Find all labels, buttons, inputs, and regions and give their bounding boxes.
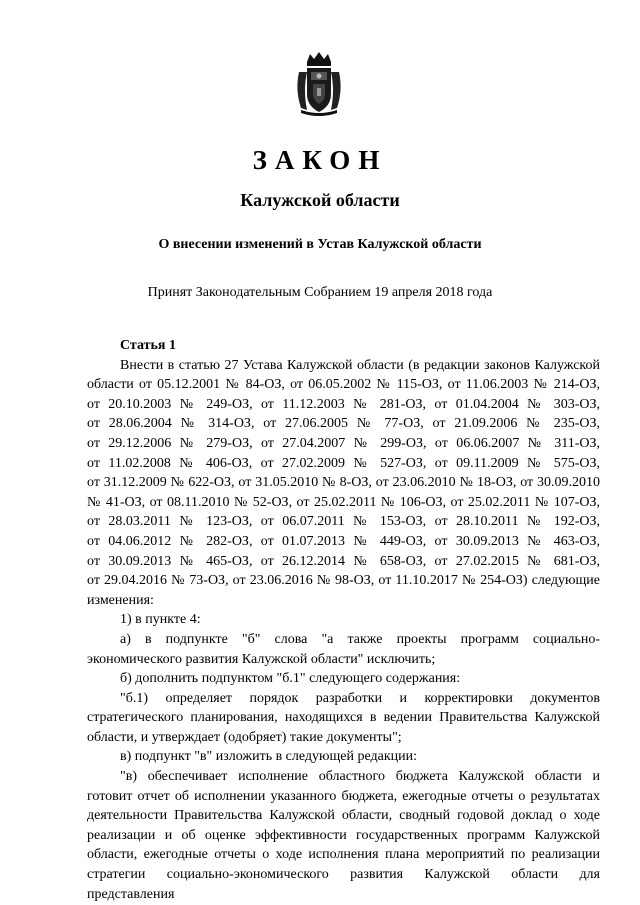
body-line: в) подпункт "в" изложить в следующей редакции: [120, 749, 418, 765]
body-line: области, ежегодные отчеты о ходе исполнения плана мероприятий по реализации [87, 847, 600, 863]
body-line: от 31.12.2009 № 622-ОЗ, от 31.05.2010 № 8-ОЗ, от 23.06.2010 № 18-ОЗ, от 30.09.2010 [87, 475, 600, 491]
body-line: области, и утверждает (одобряет) такие документы"; [87, 729, 402, 745]
body-line: № 41-ОЗ, от 08.11.2010 № 52-ОЗ, от 25.02.2011 № 106-ОЗ, от 25.02.2011 № 107-ОЗ, [87, 494, 600, 510]
document-heading: О внесении изменений в Устав Калужской области [158, 237, 482, 252]
body-line: от 30.09.2013 № 465-ОЗ, от 26.12.2014 № 658-ОЗ, от 27.02.2015 № 681-ОЗ, [87, 553, 600, 569]
body-line: готовит отчет об исполнении указанного бюджета, ежегодные отчеты о результатах [87, 788, 600, 804]
body-line: от 29.12.2006 № 279-ОЗ, от 27.04.2007 № 299-ОЗ, от 06.06.2007 № 311-ОЗ, [87, 435, 600, 451]
body-line: "в) обеспечивает исполнение областного бюджета Калужской области и [120, 769, 600, 785]
body-line: области от 05.12.2001 № 84-ОЗ, от 06.05.2002 № 115-ОЗ, от 11.06.2003 № 214-ОЗ, [87, 377, 600, 393]
document-subtitle: Калужской области [240, 190, 400, 210]
body-line: от 04.06.2012 № 282-ОЗ, от 01.07.2013 № 449-ОЗ, от 30.09.2013 № 463-ОЗ, [87, 533, 600, 549]
body-line: деятельности Правительства Калужской области, сводный годовой доклад о ходе [87, 808, 600, 824]
body-line: реализации и об оценке эффективности государственных программ Калужской [87, 827, 600, 843]
body-line: экономического развития Калужской области" исключить; [87, 651, 436, 667]
body-line: б) дополнить подпунктом "б.1" следующего содержания: [120, 671, 461, 687]
body-line: стратегии социально-экономического развития Калужской области для представления [87, 867, 600, 902]
body-line: от 11.02.2008 № 406-ОЗ, от 27.02.2009 № 527-ОЗ, от 09.11.2009 № 575-ОЗ, [87, 455, 600, 471]
body-line: изменения: [87, 592, 154, 608]
coat-of-arms-emblem [293, 50, 345, 116]
body-line: 1) в пункте 4: [120, 612, 201, 628]
adoption-line: Принят Законодательным Собранием 19 апреля 2018 года [147, 285, 493, 300]
body-line: от 28.06.2004 № 314-ОЗ, от 27.06.2005 № 77-ОЗ, от 21.09.2006 № 235-ОЗ, [87, 416, 600, 432]
body-line: от 28.03.2011 № 123-ОЗ, от 06.07.2011 № 153-ОЗ, от 28.10.2011 № 192-ОЗ, [87, 514, 600, 530]
body-line: Внести в статью 27 Устава Калужской области (в редакции законов Калужской [120, 357, 600, 373]
document-body [87, 336, 600, 904]
body-line: от 20.10.2003 № 249-ОЗ, от 11.12.2003 № 281-ОЗ, от 01.04.2004 № 303-ОЗ, [87, 396, 600, 412]
document-title: ЗАКОН [252, 145, 388, 175]
article-title: Статья 1 [120, 338, 176, 353]
body-line: от 29.04.2016 № 73-ОЗ, от 23.06.2016 № 98-ОЗ, от 11.10.2017 № 254-ОЗ) следующие [87, 573, 600, 589]
body-line: а) в подпункте "б" слова "а также проекты программ социально- [120, 631, 600, 647]
body-line: стратегического планирования, находящихся в ведении Правительства Калужской [87, 710, 600, 726]
body-line: "б.1) определяет порядок разработки и корректировки документов [120, 690, 600, 706]
